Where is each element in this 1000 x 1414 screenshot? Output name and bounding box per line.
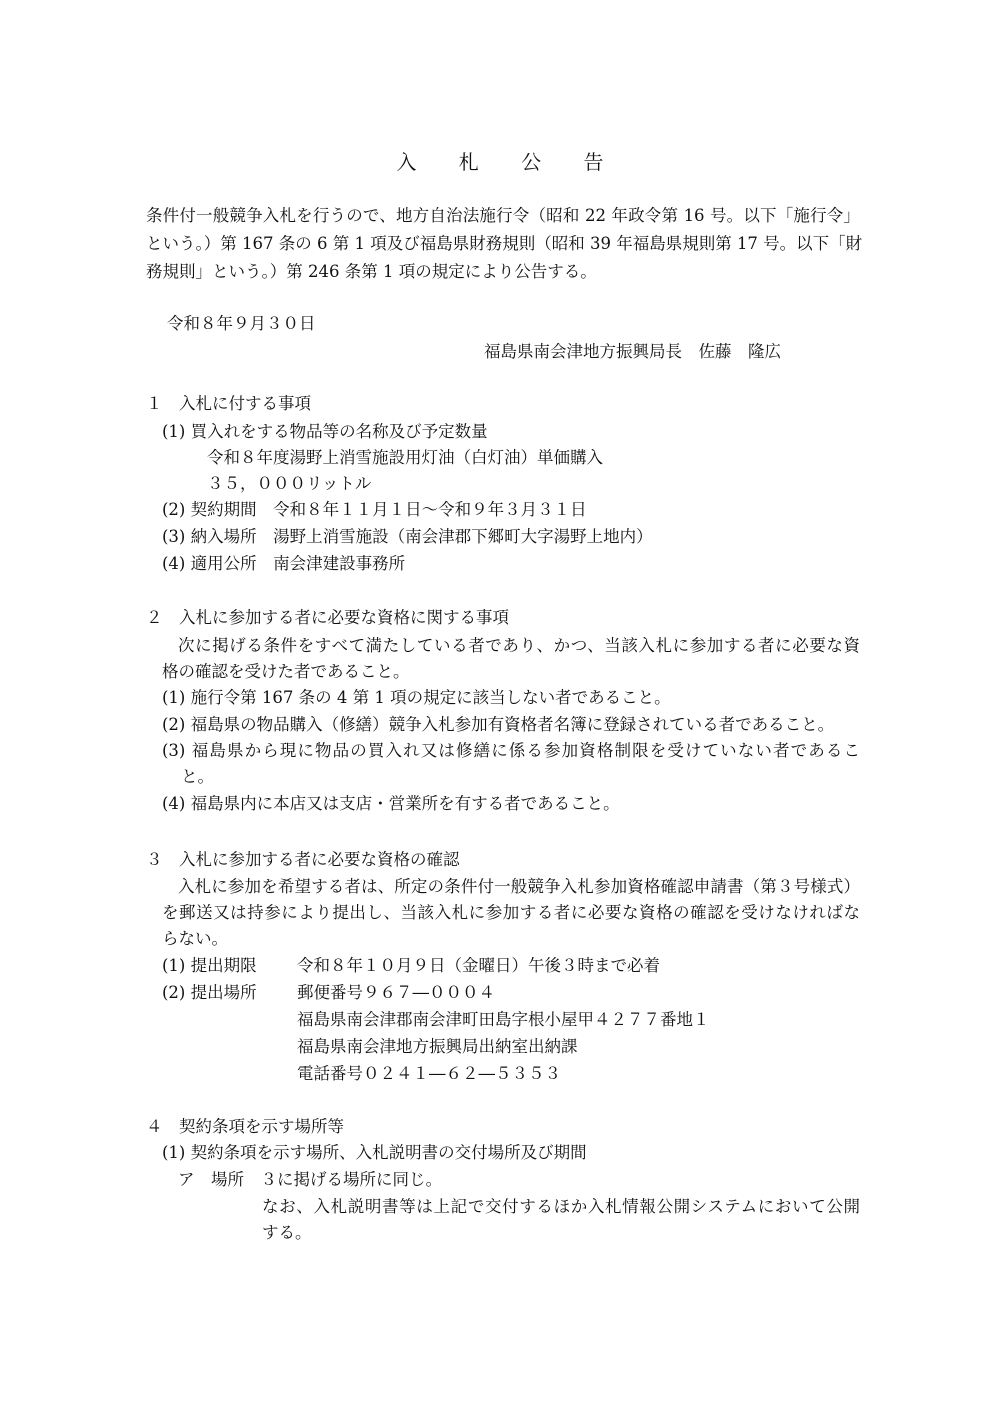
intro-line: 務規則」という。）第 246 条第 1 項の規定により公告する。 xyxy=(146,262,597,281)
address: 福島県南会津郡南会津町田島字根小屋甲４２７７番地１ xyxy=(297,1010,710,1029)
section-item: (3) 納入場所 湯野上消雪施設（南会津郡下郷町大字湯野上地内） xyxy=(162,527,653,546)
notice-date: 令和８年９月３０日 xyxy=(167,314,316,333)
section-item: (1) 契約条項を示す場所、入札説明書の交付場所及び期間 xyxy=(162,1143,587,1162)
deadline-value: 令和８年１０月９日（金曜日）午後３時まで必着 xyxy=(297,956,660,975)
section-subitem: ア 場所 ３に掲げる場所に同じ。 xyxy=(178,1170,442,1189)
phone-number: 電話番号０２４１―６２―５３５３ xyxy=(297,1064,561,1083)
section-body-line: 次に掲げる条件をすべて満たしている者であり、かつ、当該入札に参加する者に必要な資 xyxy=(178,636,860,655)
intro-line: 条件付一般競争入札を行うので、地方自治法施行令（昭和 22 年政令第 16 号。以下「施行令」 xyxy=(146,206,860,225)
section-item: (1) 買入れをする物品等の名称及び予定数量 xyxy=(162,422,488,441)
section-note-line: なお、入札説明書等は上記で交付するほか入札情報公開システムにおいて公開 xyxy=(262,1197,860,1216)
item-quantity: ３５，０００リットル xyxy=(207,474,372,493)
section-item: (4) 適用公所 南会津建設事務所 xyxy=(162,554,406,573)
section-heading: ４ 契約条項を示す場所等 xyxy=(146,1117,344,1136)
section-item: (1) 施行令第 167 条の 4 第 1 項の規定に該当しない者であること。 xyxy=(162,688,671,707)
section-item: (2) 福島県の物品購入（修繕）競争入札参加有資格者名簿に登録されている者であること。 xyxy=(162,715,835,734)
section-body-line: 格の確認を受けた者であること。 xyxy=(162,662,410,681)
section-body-line: を郵送又は持参により提出し、当該入札に参加する者に必要な資格の確認を受けなければな xyxy=(162,903,860,922)
section-heading: ３ 入札に参加する者に必要な資格の確認 xyxy=(146,850,460,869)
place-label: (2) 提出場所 xyxy=(162,983,257,1002)
issuer-name: 福島県南会津地方振興局長 佐藤 隆広 xyxy=(484,342,781,361)
notice-title: 入 札 公 告 xyxy=(396,150,622,174)
section-item: (2) 契約期間 令和８年１１月１日～令和９年３月３１日 xyxy=(162,500,587,519)
office-name: 福島県南会津地方振興局出納室出納課 xyxy=(297,1037,578,1056)
postal-code: 郵便番号９６７―０００４ xyxy=(297,983,495,1002)
section-body-line: らない。 xyxy=(162,929,228,948)
intro-line: という。）第 167 条の 6 第 1 項及び福島県財務規則（昭和 39 年福島県規則第 17 号。以下「財 xyxy=(146,234,863,253)
section-note-line: する。 xyxy=(262,1223,312,1242)
deadline-label: (1) 提出期限 xyxy=(162,956,257,975)
section-body-line: 入札に参加を希望する者は、所定の条件付一般競争入札参加資格確認申請書（第３号様式） xyxy=(178,877,860,896)
section-item: と。 xyxy=(181,767,214,786)
section-item: (4) 福島県内に本店又は支店・営業所を有する者であること。 xyxy=(162,794,620,813)
item-name: 令和８年度湯野上消雪施設用灯油（白灯油）単価購入 xyxy=(207,448,603,467)
section-heading: ２ 入札に参加する者に必要な資格に関する事項 xyxy=(146,608,509,627)
section-item: (3) 福島県から現に物品の買入れ又は修繕に係る参加資格制限を受けていない者であるこ xyxy=(162,741,860,760)
section-heading: １ 入札に付する事項 xyxy=(146,394,311,413)
